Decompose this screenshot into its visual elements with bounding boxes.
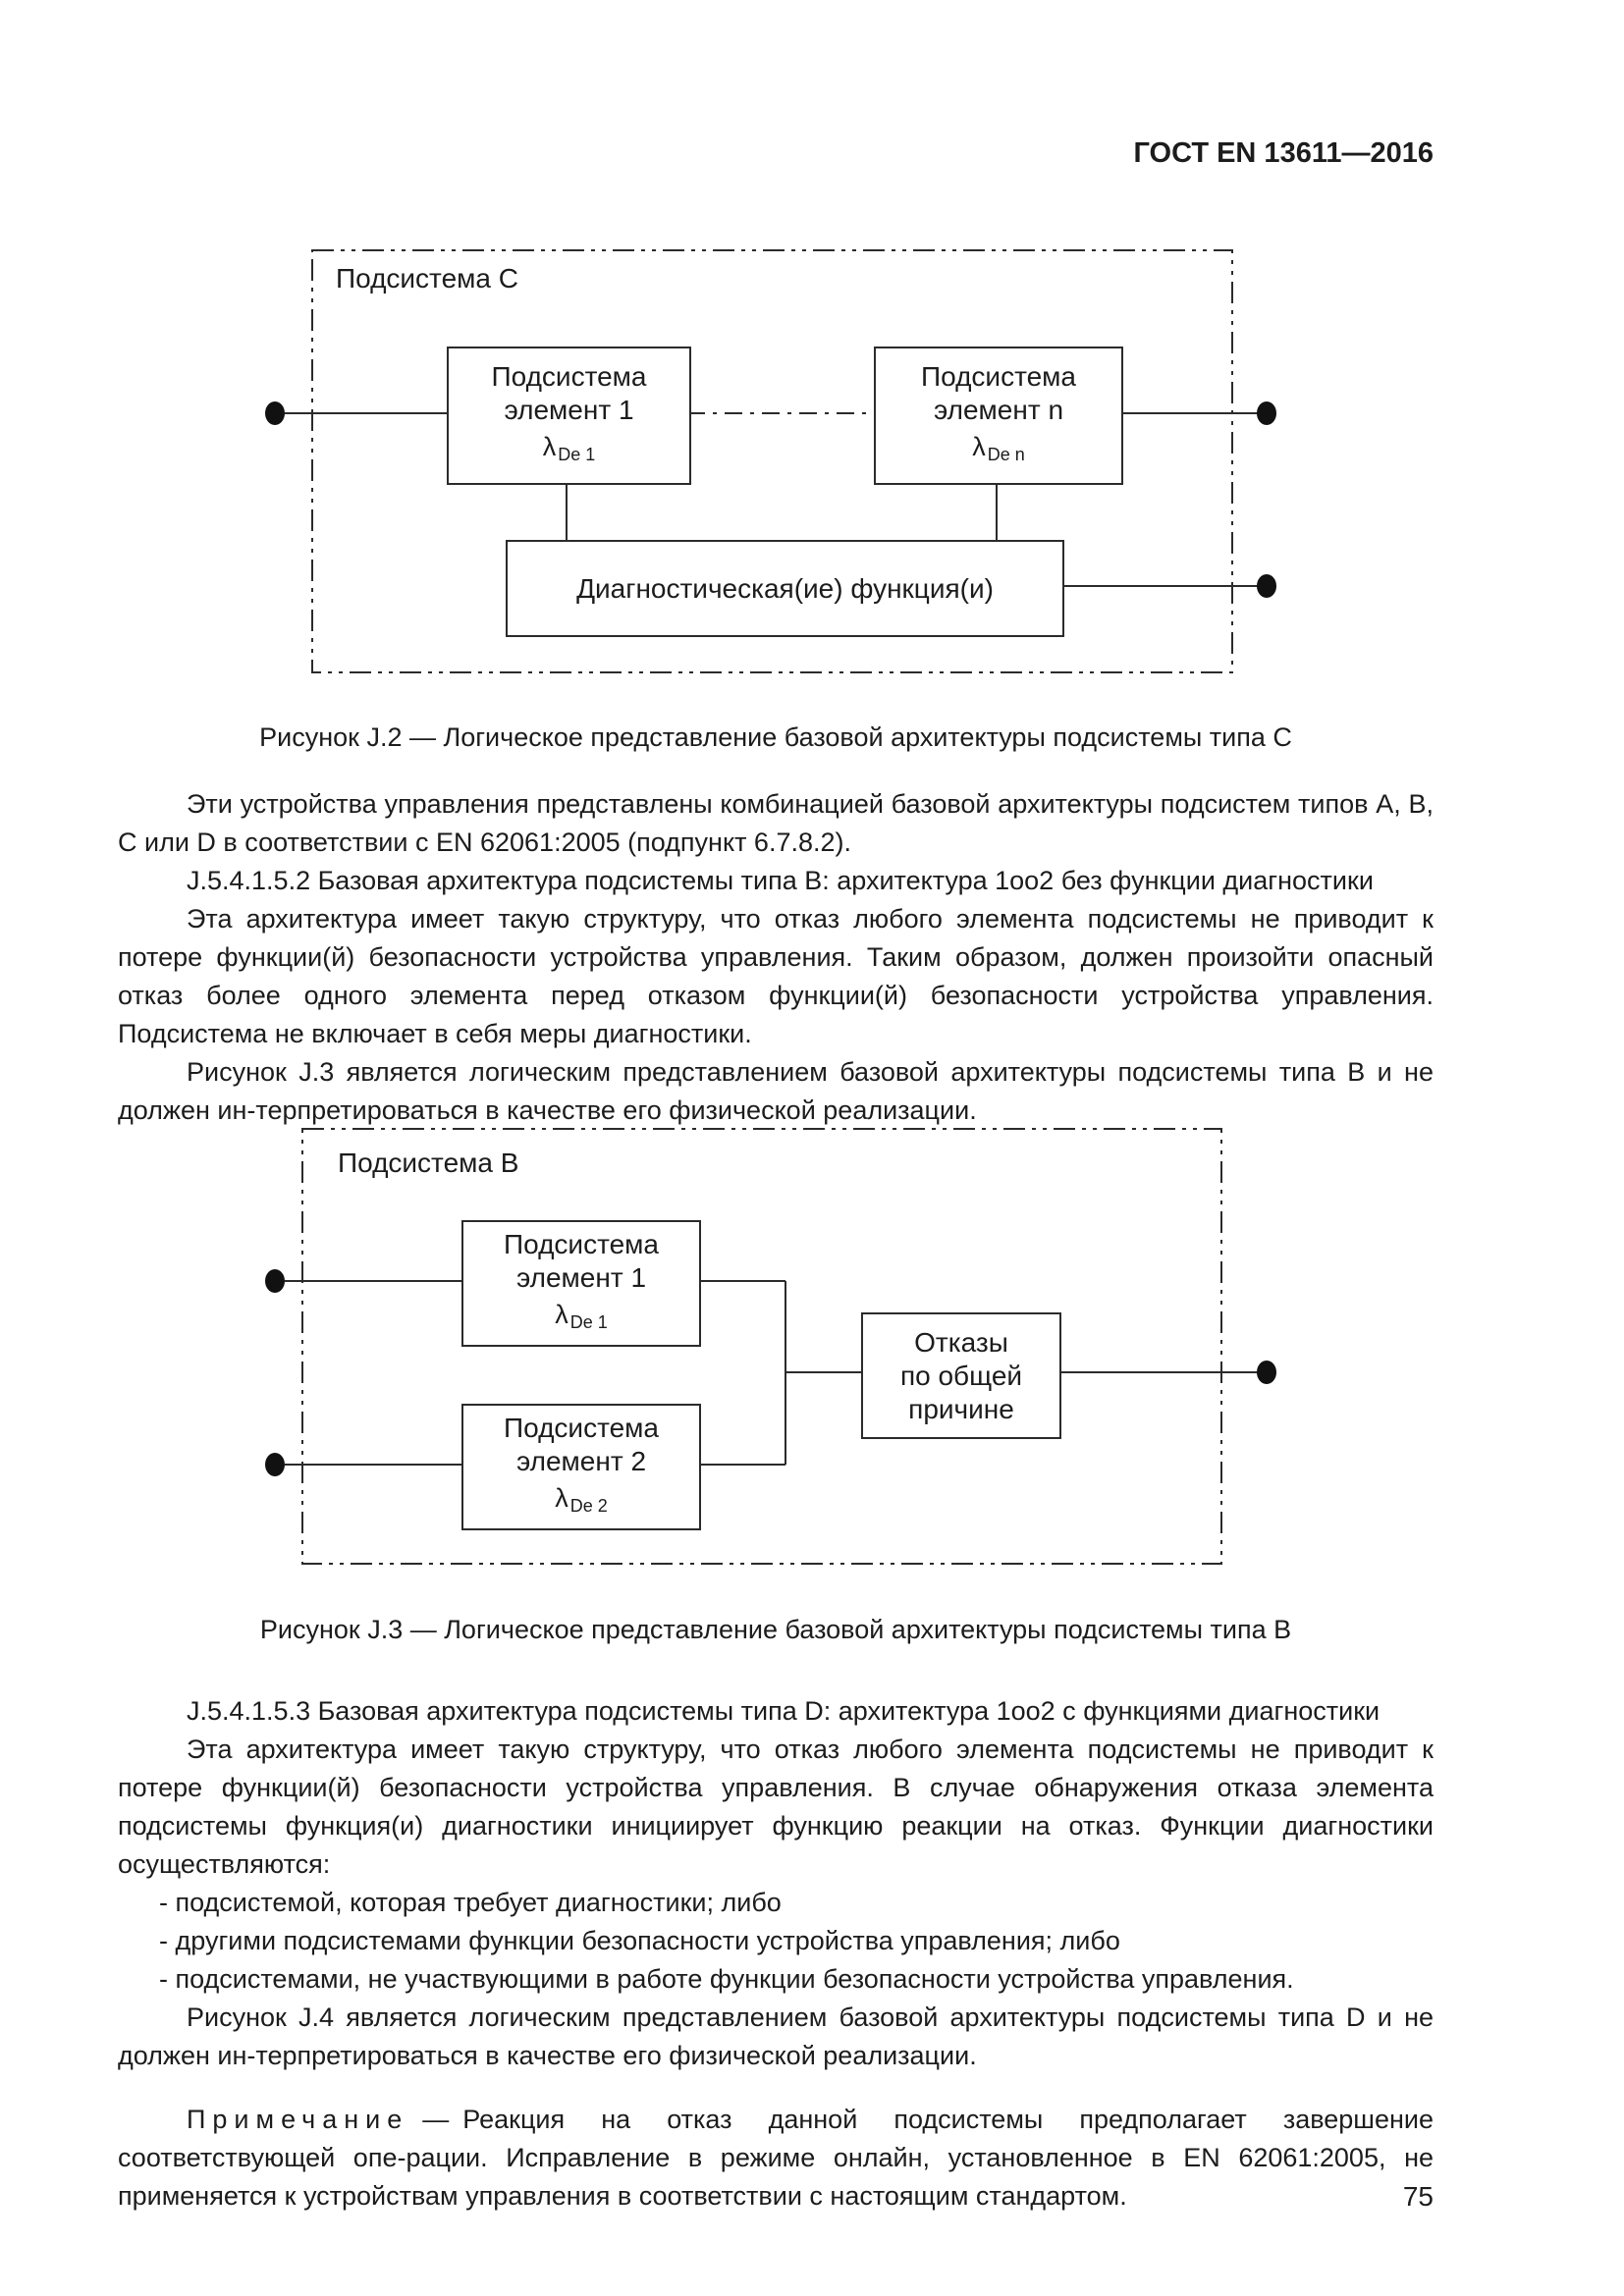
subsystem-element-1-box	[461, 1220, 701, 1347]
box-subtitle: элемент n	[933, 395, 1064, 425]
note-label: Примечание	[187, 2105, 409, 2134]
lambda-symbol: λ	[972, 432, 986, 461]
diagnostic-terminal-dot	[1257, 574, 1276, 598]
section-1-text	[118, 785, 1434, 1130]
list-item: - другими подсистемами функции безопасности устройства управления; либо	[159, 1926, 1120, 1955]
subsystem-b-border	[302, 1129, 1221, 1564]
lambda-subscript: De 1	[558, 445, 596, 464]
diagnostic-function-box	[506, 540, 1064, 637]
input-terminal-dot	[265, 401, 285, 425]
box-title: Диагностическая(ие) функция(и)	[576, 572, 994, 604]
box-line: по общей	[899, 1360, 1023, 1391]
lambda-subscript: De 2	[569, 1496, 608, 1516]
box-title: Отказы	[914, 1326, 1008, 1358]
lambda-subscript: De 1	[569, 1312, 608, 1332]
figure-j3-diagram	[245, 1114, 1306, 1580]
list-item: - подсистемой, которая требует диагностики; либо	[159, 1888, 782, 1917]
subsystem-c-label: Подсистема C	[332, 263, 522, 294]
subsystem-element-n-box	[874, 347, 1123, 485]
clause-heading-j54153: J.5.4.1.5.3 Базовая архитектура подсистемы типа D: архитектура 1oo2 с функциями диагностики	[187, 1696, 1380, 1726]
figure-j3-lines	[245, 1114, 1306, 1580]
box-title: Подсистема	[504, 1413, 659, 1443]
figure-j2-diagram	[245, 236, 1306, 687]
note-text: Реакция на отказ данной подсистемы предполагает завершение соответствующей опе-рации. Исправление в режиме онлайн, установленное в EN 62061:2005, не применяется к устройствам управления в соответствии с настоящим стандартом.	[118, 2105, 1434, 2211]
page-number: 75	[1402, 2181, 1434, 2212]
figure-j3-caption: Рисунок J.3 — Логическое представление базовой архитектуры подсистемы типа B	[259, 1615, 1292, 1644]
box-subtitle: элемент 1	[504, 395, 634, 425]
common-cause-failures-box	[861, 1312, 1061, 1439]
box-title: Подсистема	[504, 1229, 659, 1259]
section-2-text	[118, 1692, 1434, 2216]
output-terminal-dot	[1257, 401, 1276, 425]
box-title: Подсистема	[921, 361, 1076, 392]
lambda-subscript: De n	[987, 445, 1025, 464]
box-line: причине	[908, 1393, 1014, 1424]
paragraph: Эта архитектура имеет такую структуру, что отказ любого элемента подсистемы не приводит к потере функции(й) безопасности устройства управления. В случае обнаружения отказа элемента подсистемы функция(и) диагностики инициирует функцию реакции на отказ. Функции диагностики осуществляются:	[118, 1735, 1434, 1879]
paragraph: Эта архитектура имеет такую структуру, что отказ любого элемента подсистемы не приводит к потере функции(й) безопасности устройства управления. Таким образом, должен произойти опасный отказ более одного элемента перед отказом функции(й) безопасности устройства управления. Подсистема не включает в себя меры диагностики.	[118, 904, 1434, 1048]
box-subtitle: элемент 1	[515, 1262, 647, 1293]
box-subtitle: элемент 2	[515, 1446, 647, 1476]
box-title: Подсистема	[491, 361, 647, 392]
subsystem-b-label: Подсистема B	[334, 1148, 522, 1179]
lambda-symbol: λ	[555, 1483, 568, 1513]
paragraph: Эти устройства управления представлены комбинацией базовой архитектуры подсистем типов A, B, C или D в соответствии с EN 62061:2005 (подпункт 6.7.8.2).	[118, 789, 1434, 857]
lambda-rate	[543, 430, 596, 471]
list-item: - подсистемами, не участвующими в работе функции безопасности устройства управления.	[159, 1964, 1294, 1994]
output-terminal-dot	[1257, 1361, 1276, 1384]
lambda-rate	[972, 430, 1025, 471]
lambda-rate	[555, 1481, 608, 1522]
input-terminal-dot-2	[265, 1453, 285, 1476]
document-header: ГОСТ EN 13611—2016	[1133, 137, 1434, 169]
lambda-symbol: λ	[542, 432, 557, 461]
subsystem-element-2-box	[461, 1404, 701, 1530]
input-terminal-dot-1	[265, 1269, 285, 1293]
paragraph: Рисунок J.3 является логическим представлением базовой архитектуры подсистемы типа B и не должен ин-терпретироваться в качестве его физической реализации.	[118, 1057, 1434, 1125]
figure-j2-caption: Рисунок J.2 — Логическое представление базовой архитектуры подсистемы типа C	[259, 722, 1292, 752]
lambda-symbol: λ	[555, 1300, 568, 1329]
note-dash: —	[422, 2105, 450, 2134]
lambda-rate	[555, 1298, 608, 1339]
subsystem-element-1-box	[447, 347, 691, 485]
clause-heading-j54152: J.5.4.1.5.2 Базовая архитектура подсистемы типа B: архитектура 1oo2 без функции диагностики	[187, 866, 1374, 895]
paragraph: Рисунок J.4 является логическим представлением базовой архитектуры подсистемы типа D и не должен ин-терпретироваться в качестве его физической реализации.	[118, 2002, 1434, 2070]
